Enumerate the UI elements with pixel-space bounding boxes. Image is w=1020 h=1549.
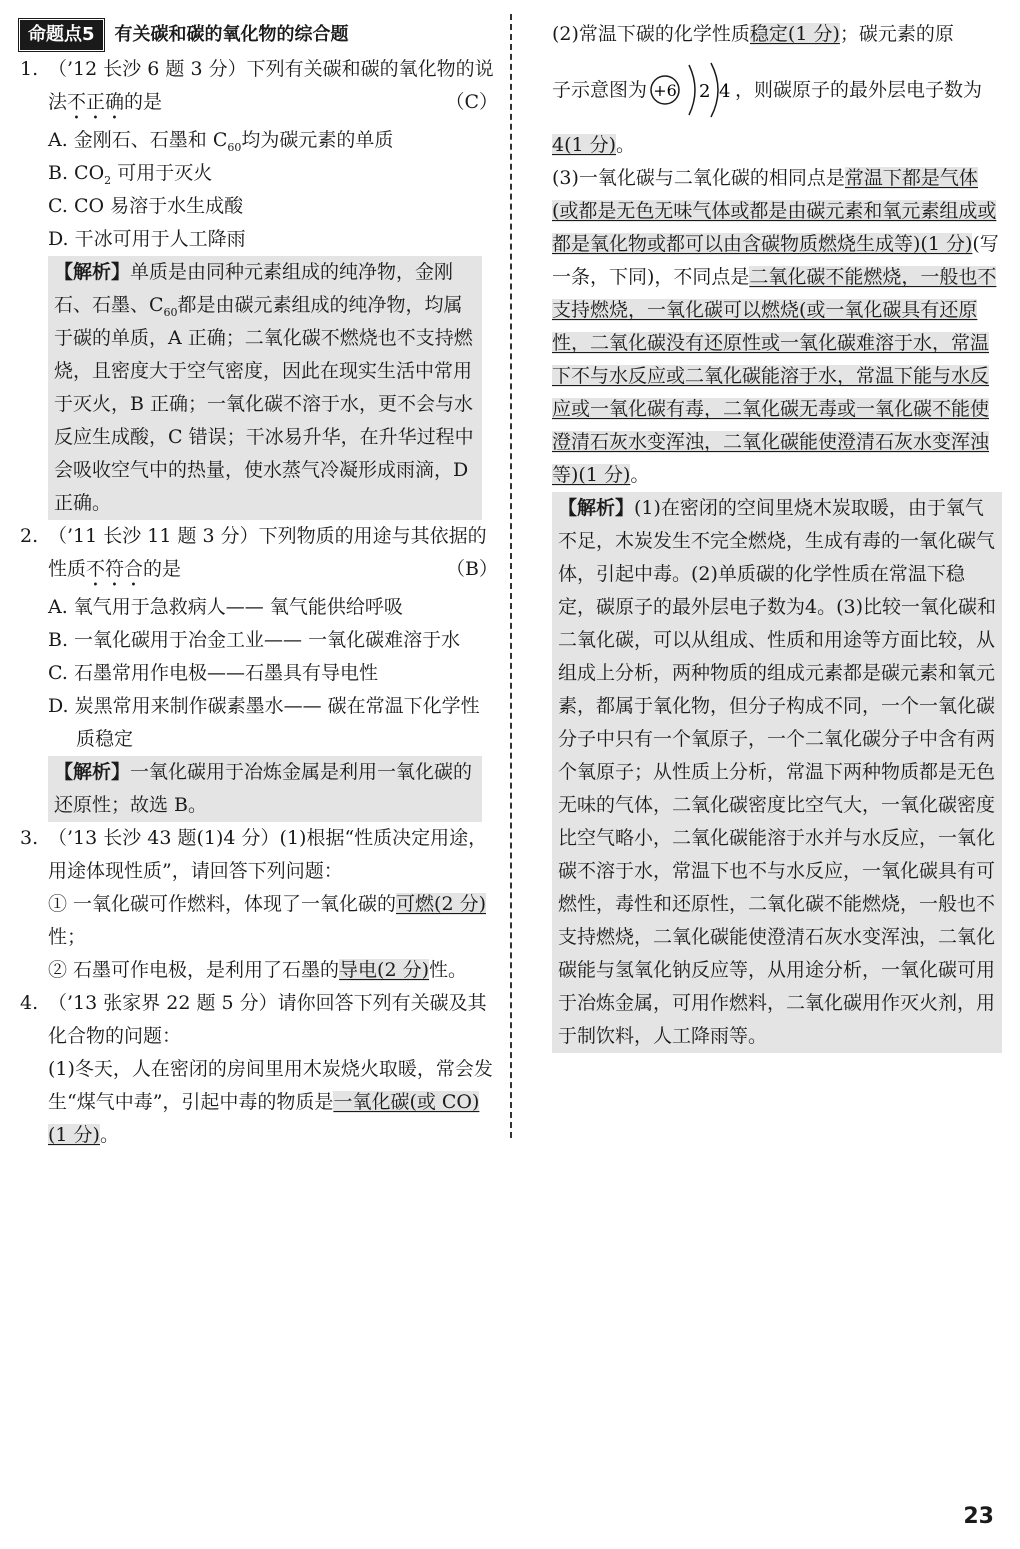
question-2 xyxy=(20,520,498,591)
question-number: 3. xyxy=(20,827,39,849)
option-b: B. $CO_2$ 可用于灭火 xyxy=(48,162,213,187)
right-column xyxy=(552,18,1002,1053)
answer: （C） xyxy=(445,91,498,113)
explanation-label: 【解析】 xyxy=(54,761,131,783)
page-number: 23 xyxy=(963,1504,994,1529)
question-stem: （’13 张家界 22 题 5 分）请你回答下列有关碳及其化合物的问题： xyxy=(48,992,487,1047)
svg-text:+6: +6 xyxy=(653,81,677,100)
section-header xyxy=(20,18,498,51)
outer-electron-answer: 4(1 分)。 xyxy=(552,134,636,156)
sub-question-2: ② 石墨可作电极，是利用了石墨的导电(2 分)性。 xyxy=(48,959,468,981)
option-a: A. 金刚石、石墨和 $C_{60}$均为碳元素的单质 xyxy=(48,129,394,154)
question-number: 2. xyxy=(20,525,39,547)
answer-blank: 常温下都是气体(或都是无色无味气体或都是由碳元素和氧元素组成或都是氧化物或都可以由含碳物质燃烧生成等)(1 分) xyxy=(552,167,997,255)
question-stem: （’11 长沙 11 题 3 分）下列物质的用途与其依据的性质不符合的是 （B） xyxy=(48,520,498,591)
answer-blank: 稳定(1 分) xyxy=(749,23,840,45)
explanation-block: 【解析】单质是由同种元素组成的纯净物，金刚石、石墨、$C_{60}$都是由碳元素组成的纯净物，均属于碳的单质，A 正确；二氧化碳不燃烧也不支持燃烧，且密度大于空气密度，因此在现实生活中常用于灭火，B 正确；一氧化碳不溶于水，更不会与水反应生成酸，C 错误；干冰易升华，在升华过程中会吸收空气中的热量，使水蒸气冷凝形成雨滴，D 正确。 xyxy=(48,256,482,520)
option-d: D. 干冰可用于人工降雨 xyxy=(48,228,246,250)
option-a: A. 氧气用于急救病人—— 氧气能供给呼吸 xyxy=(48,596,403,618)
option-d: D. 炭黑常用来制作碳素墨水—— 碳在常温下化学性质稳定 xyxy=(48,695,480,750)
column-divider xyxy=(510,14,512,1138)
question-3 xyxy=(20,822,498,888)
question-stem: （’13 长沙 43 题(1)4 分）(1)根据“性质决定用途，用途体现性质”，请回答下列问题： xyxy=(48,827,488,882)
answer-blank: 4(1 分) xyxy=(552,134,617,156)
answer: （B） xyxy=(446,558,498,580)
sub-question-1: (1)冬天，人在密闭的房间里用木炭烧火取暖，常会发生“煤气中毒”，引起中毒的物质是一氧化碳(或 CO)(1 分)。 xyxy=(48,1058,493,1146)
option-c: C. CO 易溶于水生成酸 xyxy=(48,195,244,217)
emphasis-text: 不符合 xyxy=(86,558,144,580)
left-column xyxy=(20,18,498,1152)
question-1 xyxy=(20,53,498,124)
emphasis-text: 不正确 xyxy=(67,91,125,113)
sub-question-3: (3)一氧化碳与二氧化碳的相同点是常温下都是气体(或都是无色无味气体或都是由碳元素和氧元素组成或都是氧化物或都可以由含碳物质燃烧生成等)(1 分)(写一条，下同)，不同点是二氧化碳不能燃烧，一般也不支持燃烧，一氧化碳可以燃烧(或一氧化碳具有还原性，二氧化碳没有还原性或一氧化碳难溶于水，常温下不与水反应或二氧化碳能溶于水，常温下能与水反应或一氧化碳有毒，二氧化碳无毒或一氧化碳不能使澄清石灰水变浑浊，二氧化碳能使澄清石灰水变浑浊等)(1 分)。 xyxy=(552,167,999,486)
sub-question-1: ① 一氧化碳可作燃料，体现了一氧化碳的可燃(2 分)性； xyxy=(48,893,487,948)
question-number: 4. xyxy=(20,992,39,1014)
answer-blank: 导电(2 分) xyxy=(339,959,430,981)
atom-line: 子示意图为 +6 2 4 ，则碳原子的最外层电子数为 xyxy=(552,55,1002,125)
svg-text:4: 4 xyxy=(719,81,731,102)
question-4 xyxy=(20,987,498,1053)
answer-blank: 可燃(2 分) xyxy=(396,893,487,915)
sub-question-2: (2)常温下碳的化学性质稳定(1 分)；碳元素的原 xyxy=(552,23,954,45)
question-number: 1. xyxy=(20,58,39,80)
svg-text:2: 2 xyxy=(699,81,711,102)
option-c: C. 石墨常用作电极——石墨具有导电性 xyxy=(48,662,378,684)
question-stem: （’12 长沙 6 题 3 分）下列有关碳和碳的氧化物的说法不正确的是 （C） xyxy=(48,53,498,124)
explanation-block: 【解析】一氧化碳用于冶炼金属是利用一氧化碳的还原性；故选 B。 xyxy=(48,756,482,822)
answer-blank: 一氧化碳(或 CO)(1 分) xyxy=(48,1091,480,1146)
answer-blank: 二氧化碳不能燃烧，一般也不支持燃烧，一氧化碳可以燃烧(或一氧化碳具有还原性，二氧化碳没有还原性或一氧化碳难溶于水，常温下不与水反应或二氧化碳能溶于水，常温下能与水反应或一氧化碳有毒，二氧化碳无毒或一氧化碳不能使澄清石灰水变浑浊，二氧化碳能使澄清石灰水变浑浊等)(1 分) xyxy=(552,266,997,486)
carbon-atom-diagram-icon xyxy=(649,55,733,125)
explanation-label: 【解析】 xyxy=(54,261,131,283)
option-b: B. 一氧化碳用于冶金工业—— 一氧化碳难溶于水 xyxy=(48,629,461,651)
section-title: 有关碳和碳的氧化物的综合题 xyxy=(114,24,349,45)
explanation-block: 【解析】(1)在密闭的空间里烧木炭取暖，由于氧气不足，木炭发生不完全燃烧，生成有毒的一氧化碳气体，引起中毒。(2)单质碳的化学性质在常温下稳定，碳原子的最外层电子数为4。(3)比较一氧化碳和二氧化碳，可以从组成、性质和用途等方面比较，从组成上分析，两种物质的组成元素都是碳元素和氧元素，都属于氧化物，但分子构成不同，一个一氧化碳分子中只有一个氧原子，一个二氧化碳分子中含有两个氧原子；从性质上分析，常温下两种物质都是无色无味的气体，二氧化碳密度比空气大，一氧化碳密度比空气略小，二氧化碳能溶于水并与水反应，一氧化碳不溶于水，常温下也不与水反应，一氧化碳具有可燃性，毒性和还原性，二氧化碳不能燃烧，一般也不支持燃烧，二氧化碳能使澄清石灰水变浑浊，二氧化碳能与氢氧化钠反应等，从用途分析，一氧化碳可用于冶炼金属，可用作燃料，二氧化碳用作灭火剂，用于制饮料，人工降雨等。 xyxy=(552,492,1002,1053)
section-tag: 命题点5 xyxy=(20,20,103,50)
explanation-label: 【解析】 xyxy=(558,497,635,519)
